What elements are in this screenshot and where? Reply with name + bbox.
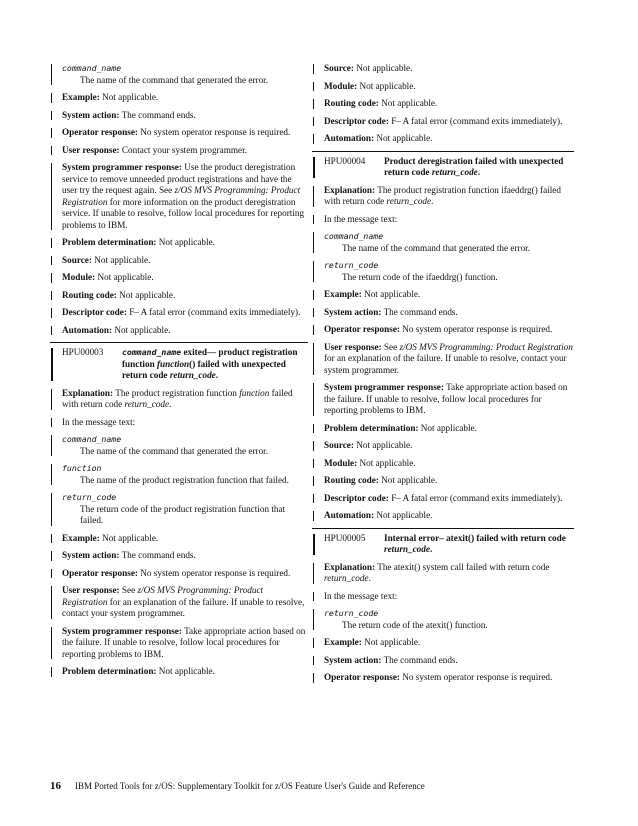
section-text: Take appropriate action based on the failure. If unable to resolve, follow local procedures for reporting problems to IBM.	[62, 625, 306, 659]
section-text: Not applicable.	[158, 666, 215, 676]
section-text: Not applicable.	[158, 237, 215, 247]
module-section	[312, 458, 574, 470]
section-text: .	[169, 399, 172, 409]
operator-response-section	[50, 568, 308, 580]
source-section	[50, 255, 308, 267]
example-section	[50, 92, 308, 104]
variable-text: return_code	[324, 573, 369, 583]
user-response-section	[312, 342, 574, 377]
section-label: User response:	[62, 585, 120, 595]
section-text: The command ends.	[383, 306, 458, 317]
section-text: Not applicable.	[97, 272, 154, 282]
book-reference: z/OS MVS Programming: Product Registration	[62, 585, 264, 607]
explanation-section	[50, 388, 308, 411]
section-label: Module:	[62, 272, 96, 282]
section-label: Example:	[324, 289, 362, 299]
section-text: The command ends.	[121, 109, 196, 120]
explanation-section	[312, 562, 574, 585]
message-header-hpu00004	[312, 151, 574, 179]
section-text: No system operator response is required.	[402, 324, 553, 334]
section-text: .	[431, 196, 434, 206]
section-label: Operator response:	[62, 127, 138, 137]
section-label: Operator response:	[324, 324, 400, 334]
param-desc: The name of the command that generated the error.	[342, 242, 531, 253]
section-label: System programmer response:	[62, 625, 182, 636]
source-section	[312, 440, 574, 452]
section-label: User response:	[62, 144, 120, 155]
book-reference: z/OS MVS Programming: Product Registration	[62, 185, 301, 207]
section-label: Descriptor code:	[324, 115, 389, 126]
param-desc: The return code of the atexit() function.	[342, 619, 488, 630]
section-text: for an explanation of the failure. If unable to resolve, contact your system programmer.	[324, 353, 567, 375]
param-command-name	[312, 231, 574, 254]
section-text: The command ends.	[383, 654, 458, 665]
section-text: Not applicable.	[102, 92, 159, 102]
problem-determination-section	[50, 237, 308, 249]
section-label: Operator response:	[324, 672, 400, 682]
message-title-text: .	[429, 544, 433, 554]
section-text: Not applicable.	[420, 422, 477, 433]
param-code: function	[62, 463, 102, 473]
section-label: System action:	[324, 654, 382, 665]
routing-code-section	[312, 98, 574, 110]
param-command-name	[50, 63, 308, 86]
example-section	[50, 533, 308, 545]
param-return-code	[50, 492, 308, 527]
section-text: Use the product deregistration service to remove unneeded product registrations and have the user try the request again. See	[62, 162, 296, 195]
routing-code-section	[312, 475, 574, 487]
section-text: for an explanation of the failure. If unable to resolve, contact your system programmer.	[62, 596, 305, 618]
section-label: System action:	[324, 306, 382, 317]
message-id: HPU00004	[324, 155, 366, 166]
message-title-text: .	[215, 370, 219, 380]
message-id: HPU00005	[324, 532, 366, 543]
section-label: Source:	[62, 254, 92, 265]
section-text: See	[121, 585, 138, 595]
param-desc: The return code of the product registration function that failed.	[80, 503, 286, 525]
user-response-section	[50, 585, 308, 620]
section-text: Not applicable.	[381, 475, 438, 485]
system-action-section	[312, 307, 574, 319]
section-text: In the message text:	[324, 590, 398, 601]
section-label: Automation:	[324, 510, 375, 520]
left-column	[50, 63, 308, 684]
section-label: Problem determination:	[324, 422, 419, 433]
operator-response-section	[50, 127, 308, 139]
section-text: The product registration function	[115, 387, 240, 398]
param-desc: The name of the command that generated the error.	[80, 445, 269, 456]
message-title-var: return_code	[431, 167, 478, 177]
section-text: failed with return code	[62, 387, 293, 409]
system-action-section	[312, 655, 574, 667]
operator-response-section	[312, 672, 574, 684]
page-footer	[50, 780, 425, 792]
message-title	[384, 533, 574, 556]
section-label: Descriptor code:	[62, 307, 127, 317]
section-label: Example:	[62, 532, 100, 543]
param-return-code	[312, 260, 574, 283]
section-text: Not applicable.	[376, 133, 433, 143]
section-text: In the message text:	[62, 416, 136, 427]
variable-text: return_code	[124, 399, 170, 409]
section-label: Example:	[62, 92, 100, 102]
section-label: Problem determination:	[62, 666, 157, 676]
section-text: In the message text:	[324, 213, 398, 224]
variable-text: return_code	[386, 196, 432, 206]
problem-determination-section	[312, 423, 574, 435]
section-label: Operator response:	[62, 567, 138, 578]
param-return-code	[312, 608, 574, 631]
section-text: Not applicable.	[114, 324, 171, 335]
section-label: Problem determination:	[62, 237, 157, 247]
section-label: Descriptor code:	[324, 492, 389, 503]
param-code: command_name	[62, 63, 122, 73]
section-text: No system operator response is required.	[140, 127, 291, 137]
message-title-text: Internal error– atexit() failed with return code	[384, 532, 566, 543]
param-desc: The return code of the ifaeddrg() function.	[342, 271, 498, 282]
section-label: Explanation:	[324, 184, 376, 195]
section-text: Not applicable.	[119, 289, 176, 300]
message-header-hpu00003	[50, 342, 308, 382]
message-title	[384, 156, 574, 179]
section-text: Take appropriate action based on the failure. If unable to resolve, follow local procedures for reporting problems to IBM.	[324, 382, 568, 415]
section-label: Source:	[324, 63, 354, 73]
param-code: return_code	[324, 608, 379, 618]
param-command-name	[50, 434, 308, 457]
param-code: command_name	[62, 434, 122, 444]
section-text: See	[383, 341, 400, 352]
section-text: .	[368, 573, 371, 583]
in-message-text	[312, 591, 574, 603]
section-label: Source:	[324, 440, 354, 450]
book-reference: z/OS MVS Programming: Product Registration	[399, 341, 573, 352]
message-title-var: command_name	[122, 347, 182, 357]
message-title	[122, 347, 308, 382]
in-message-text	[312, 214, 574, 226]
section-label: Explanation:	[62, 387, 114, 398]
section-text: Not applicable.	[94, 254, 151, 265]
section-text: F– A fatal error (command exits immediately).	[129, 307, 301, 317]
module-section	[312, 81, 574, 93]
section-label: System programmer response:	[324, 382, 444, 392]
section-text: F– A fatal error (command exits immediately).	[391, 492, 563, 503]
example-section	[312, 289, 574, 301]
param-desc: The name of the product registration function that failed.	[80, 474, 289, 485]
message-title-var: return_code	[384, 544, 430, 554]
section-text: Not applicable.	[364, 289, 421, 299]
system-action-section	[50, 110, 308, 122]
section-text: Not applicable.	[376, 510, 433, 520]
section-text: Not applicable.	[102, 532, 159, 543]
descriptor-code-section	[50, 307, 308, 319]
param-desc: The name of the command that generated the error.	[80, 74, 269, 85]
section-label: System action:	[62, 550, 120, 560]
page-number: 16	[50, 780, 61, 792]
example-section	[312, 637, 574, 649]
param-code: return_code	[324, 260, 379, 270]
param-function	[50, 463, 308, 486]
section-text: No system operator response is required.	[402, 672, 553, 682]
message-title-var: function	[156, 358, 190, 369]
section-label: Routing code:	[62, 289, 117, 300]
system-programmer-response-section	[50, 162, 308, 231]
param-code: return_code	[62, 492, 117, 502]
param-code: command_name	[324, 231, 384, 241]
operator-response-section	[312, 324, 574, 336]
section-text: Contact your system programmer.	[121, 144, 247, 155]
user-response-section	[50, 145, 308, 157]
section-label: Automation:	[324, 133, 375, 143]
variable-text: function	[239, 387, 270, 398]
message-title-text: exited— product registration function	[122, 347, 298, 369]
system-action-section	[50, 550, 308, 562]
section-text: for more information on the product deregistration service. If unable to resolve, follow local procedures for reporting problems to IBM.	[62, 196, 305, 230]
system-programmer-response-section	[50, 626, 308, 661]
automation-section	[312, 133, 574, 145]
module-section	[50, 272, 308, 284]
section-text: Not applicable.	[381, 98, 438, 108]
section-text: The product registration function ifaeddrg() failed with return code	[324, 184, 561, 206]
explanation-section	[312, 185, 574, 208]
message-title-var: return_code	[169, 370, 216, 380]
section-label: System programmer response:	[62, 162, 182, 172]
message-title-text: Product deregistration failed with unexpected return code	[384, 155, 564, 177]
section-label: Routing code:	[324, 475, 379, 485]
source-section	[312, 63, 574, 75]
message-id: HPU00003	[62, 347, 104, 357]
problem-determination-section	[50, 666, 308, 678]
section-text: Not applicable.	[359, 457, 416, 468]
section-label: Module:	[324, 80, 358, 91]
section-label: Automation:	[62, 324, 113, 335]
message-title-text: () failed with unexpected return code	[122, 358, 286, 380]
book-title: IBM Ported Tools for z/OS: Supplementary Toolkit for z/OS Feature User's Guide and Reference	[75, 781, 425, 791]
descriptor-code-section	[312, 493, 574, 505]
section-text: Not applicable.	[359, 80, 416, 91]
right-column	[312, 63, 574, 690]
section-label: Explanation:	[324, 561, 376, 572]
section-text: F– A fatal error (command exits immediately).	[391, 115, 563, 126]
section-label: Module:	[324, 457, 358, 468]
section-label: Routing code:	[324, 98, 379, 108]
section-label: User response:	[324, 341, 382, 352]
section-text: No system operator response is required.	[140, 567, 291, 578]
section-text: Not applicable.	[356, 440, 413, 450]
descriptor-code-section	[312, 116, 574, 128]
automation-section	[312, 510, 574, 522]
section-text: The command ends.	[121, 550, 196, 560]
system-programmer-response-section	[312, 382, 574, 417]
message-header-hpu00005	[312, 528, 574, 556]
section-label: System action:	[62, 109, 120, 120]
message-title-text: .	[477, 167, 481, 177]
section-label: Example:	[324, 637, 362, 647]
routing-code-section	[50, 290, 308, 302]
section-text: Not applicable.	[356, 63, 413, 73]
automation-section	[50, 325, 308, 337]
section-text: Not applicable.	[364, 637, 421, 647]
section-text: The atexit() system call failed with return code	[377, 561, 550, 572]
in-message-text	[50, 417, 308, 429]
